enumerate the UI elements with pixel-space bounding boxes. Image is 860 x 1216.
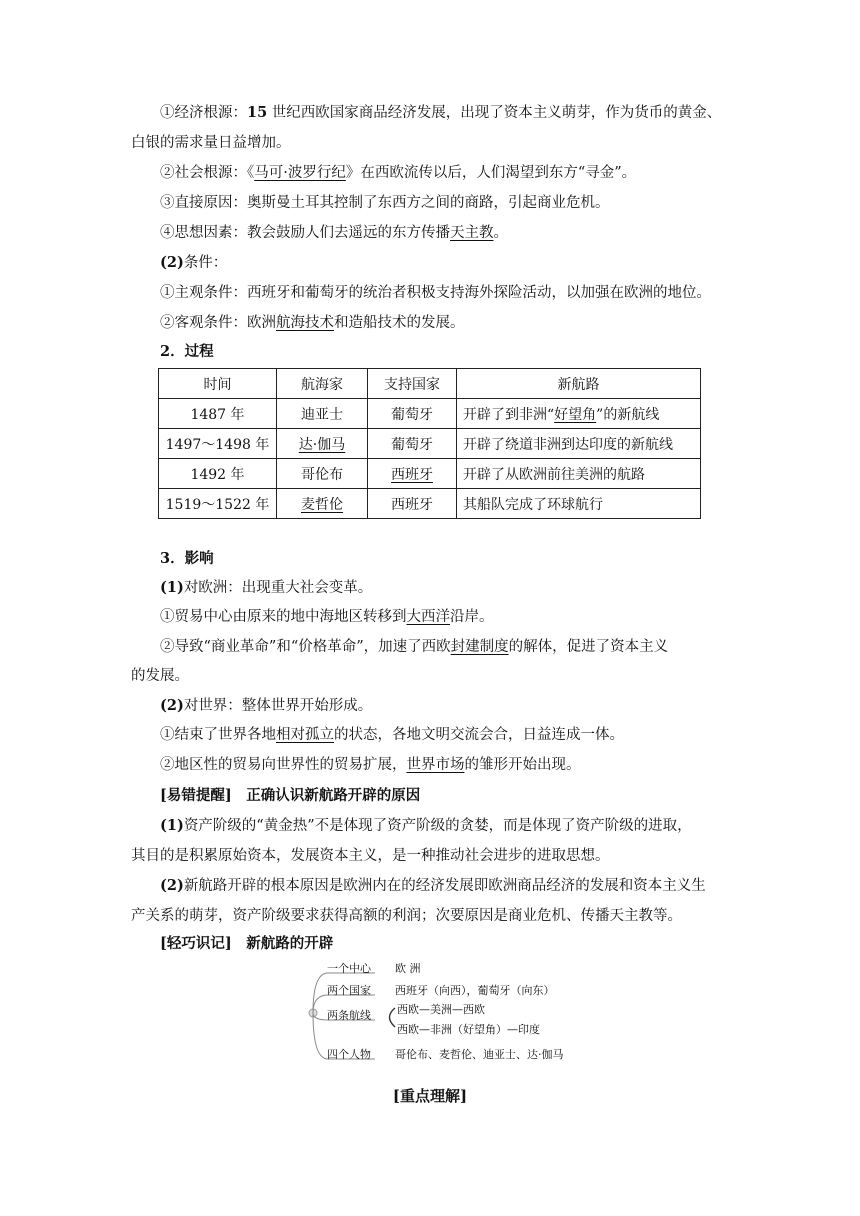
cell-time — [159, 489, 277, 519]
text-run: ①结束了世界各地 — [160, 727, 276, 743]
underlined-keyword: 航海技术 — [276, 315, 334, 331]
cell-time — [159, 459, 277, 489]
cell-time-text: 1492 年 — [190, 466, 245, 483]
header-time: 时间 — [159, 369, 277, 399]
impact-line — [160, 637, 668, 657]
mind-map-text: 西班牙（向西），葡萄牙（向东） — [395, 984, 555, 997]
header-navigator: 航海家 — [277, 369, 368, 399]
text-run: 的发展。 — [131, 668, 189, 684]
text-run: ③直接原因：奥斯曼土耳其控制了东西方之间的商路，引起商业危机。 — [160, 195, 610, 211]
text-run: (1) — [160, 817, 184, 834]
table-row — [159, 489, 701, 519]
underlined-keyword: 大西洋 — [406, 609, 450, 625]
cause-line — [160, 283, 711, 303]
tip-line — [160, 816, 692, 836]
impact-heading: 3．影响 — [160, 550, 214, 567]
table-row — [159, 399, 701, 429]
tip-heading — [160, 786, 420, 806]
mind-map-route: 西欧—美洲—西欧 — [397, 1003, 485, 1016]
voyages-table-body — [159, 399, 701, 519]
tip-line — [131, 906, 682, 926]
cell-navigator — [277, 489, 368, 519]
conditions-heading — [160, 253, 227, 273]
cell-time-text: 1519～1522 年 — [165, 496, 270, 513]
tip-line — [131, 846, 610, 866]
text-run: 其目的是积累原始资本，发展资本主义，是一种推动社会进步的进取思想。 — [131, 848, 610, 864]
cell-country-text: 葡萄牙 — [391, 406, 433, 423]
text-run: ①主观条件：西班牙和葡萄牙的统治者积极支持海外探险活动，以加强在欧洲的地位。 — [160, 285, 711, 301]
mind-map-diagram — [300, 955, 620, 1075]
header-route: 新航路 — [457, 369, 701, 399]
cell-country — [368, 429, 457, 459]
text-run: 资产阶级的“黄金热”不是体现了资产阶级的贪婪，而是体现了资产阶级的进取， — [183, 818, 692, 834]
text-run: 的雏形开始出现。 — [464, 757, 581, 773]
cause-line — [160, 163, 636, 183]
underlined-keyword: 相对孤立 — [276, 727, 334, 743]
text-run: 的状态，各地文明交流会合，日益连成一体。 — [334, 727, 624, 743]
text-run: (2) — [160, 254, 184, 271]
text-run: 和造船技术的发展。 — [334, 315, 465, 331]
cell-route — [457, 459, 701, 489]
underlined-keyword: 世界市场 — [406, 757, 465, 773]
cause-line — [160, 313, 465, 333]
text-run: 对欧洲：出现重大社会变革。 — [183, 580, 373, 596]
table-row — [159, 459, 701, 489]
text-run: 》在西欧流传以后，人们渴望到东方“寻金”。 — [345, 165, 637, 181]
impact-line — [160, 578, 372, 598]
mind-map-label: 两条航线 — [327, 1009, 371, 1022]
text-run: 世纪西欧国家商品经济发展，出现了资本主义萌芽，作为货币的黄金、 — [267, 105, 722, 121]
text-run: 开辟了从欧洲前往美洲的航路 — [463, 466, 645, 483]
mind-map-text: 哥伦布、麦哲伦、迪亚士、达·伽马 — [395, 1048, 564, 1061]
route-brace — [390, 1008, 396, 1027]
cell-navigator-text: 哥伦布 — [301, 466, 343, 483]
mind-map-label: 四个人物 — [327, 1048, 371, 1061]
text-run: (2) — [160, 697, 184, 714]
cell-route — [457, 399, 701, 429]
cell-route — [457, 489, 701, 519]
cell-navigator — [277, 399, 368, 429]
cell-navigator-text: 麦哲伦 — [301, 496, 343, 513]
cause-line — [131, 133, 291, 153]
text-run: [轻巧识记] 新航路的开辟 — [160, 935, 334, 952]
cell-route — [457, 429, 701, 459]
text-run: ②地区性的贸易向世界性的贸易扩展， — [160, 757, 407, 773]
text-run: 新航路开辟的根本原因是欧洲内在的经济发展即欧洲商品经济的发展和资本主义生 — [183, 878, 706, 894]
text-run: ④思想因素：教会鼓励人们去遥远的东方传播 — [160, 225, 450, 241]
impact-line — [131, 666, 189, 686]
cause-line — [160, 103, 721, 123]
cell-country-text: 葡萄牙 — [391, 436, 433, 453]
text-run: 条件： — [183, 255, 228, 271]
underlined-keyword: 封建制度 — [450, 639, 509, 655]
cell-time-text: 1487 年 — [190, 406, 245, 423]
impact-line — [160, 755, 581, 775]
cell-time-text: 1497～1498 年 — [165, 436, 270, 453]
cell-country — [368, 399, 457, 429]
text-run: 。 — [493, 225, 508, 241]
text-run: 沿岸。 — [450, 609, 494, 625]
memory-heading — [160, 934, 333, 954]
cell-navigator-text: 迪亚士 — [301, 406, 343, 423]
cell-navigator-text: 达·伽马 — [298, 436, 346, 453]
section-heading: [重点理解] — [392, 1087, 468, 1105]
text-run: 其船队完成了环球航行 — [463, 496, 603, 513]
process-heading: 2．过程 — [160, 343, 214, 360]
cell-country-text: 西班牙 — [391, 496, 433, 513]
table-header-row — [159, 369, 701, 399]
text-run: ①贸易中心由原来的地中海地区转移到 — [160, 609, 407, 625]
cell-navigator — [277, 459, 368, 489]
cause-line — [160, 223, 508, 243]
cell-country — [368, 489, 457, 519]
header-country: 支持国家 — [368, 369, 457, 399]
mind-map-label: 两个国家 — [327, 984, 371, 997]
cell-time — [159, 429, 277, 459]
text-run: ②社会根源：《 — [160, 165, 255, 181]
text-run: 白银的需求量日益增加。 — [131, 135, 291, 151]
voyages-table — [158, 368, 701, 519]
text-run: ①经济根源： — [160, 105, 247, 121]
mind-map-route: 西欧—非洲（好望角）—印度 — [397, 1023, 540, 1036]
mind-map-label: 一个中心 — [327, 962, 371, 975]
text-run: ②导致“商业革命”和“价格革命”，加速了西欧 — [160, 639, 451, 655]
table-row — [159, 429, 701, 459]
cause-line — [160, 193, 610, 213]
mind-map-text: 欧 洲 — [395, 962, 421, 975]
text-run: 开辟了到非洲“ — [463, 406, 555, 423]
underlined-keyword: 好望角 — [554, 406, 597, 423]
cell-country — [368, 459, 457, 489]
text-run: ②客观条件：欧洲 — [160, 315, 276, 331]
text-run: 产关系的萌芽，资产阶级要求获得高额的利润；次要原因是商业危机、传播天主教等。 — [131, 908, 682, 924]
cell-country-text: 西班牙 — [391, 466, 433, 483]
impact-line — [160, 725, 624, 745]
cell-time — [159, 399, 277, 429]
text-run: ”的新航线 — [596, 406, 660, 423]
impact-line — [160, 696, 372, 716]
text-run: 的解体，促进了资本主义 — [508, 639, 669, 655]
underlined-keyword: 天主教 — [450, 225, 494, 241]
tip-line — [160, 876, 706, 896]
text-run: [易错提醒] 正确认识新航路开辟的原因 — [160, 787, 421, 804]
text-run: 对世界：整体世界开始形成。 — [183, 698, 373, 714]
text-run: (1) — [160, 579, 184, 596]
underlined-keyword: 马可·波罗行纪 — [254, 165, 346, 181]
cell-navigator — [277, 429, 368, 459]
text-run: 开辟了绕道非洲到达印度的新航线 — [463, 436, 673, 453]
text-run: (2) — [160, 877, 184, 894]
impact-line — [160, 607, 494, 627]
text-run: 15 — [247, 104, 268, 121]
